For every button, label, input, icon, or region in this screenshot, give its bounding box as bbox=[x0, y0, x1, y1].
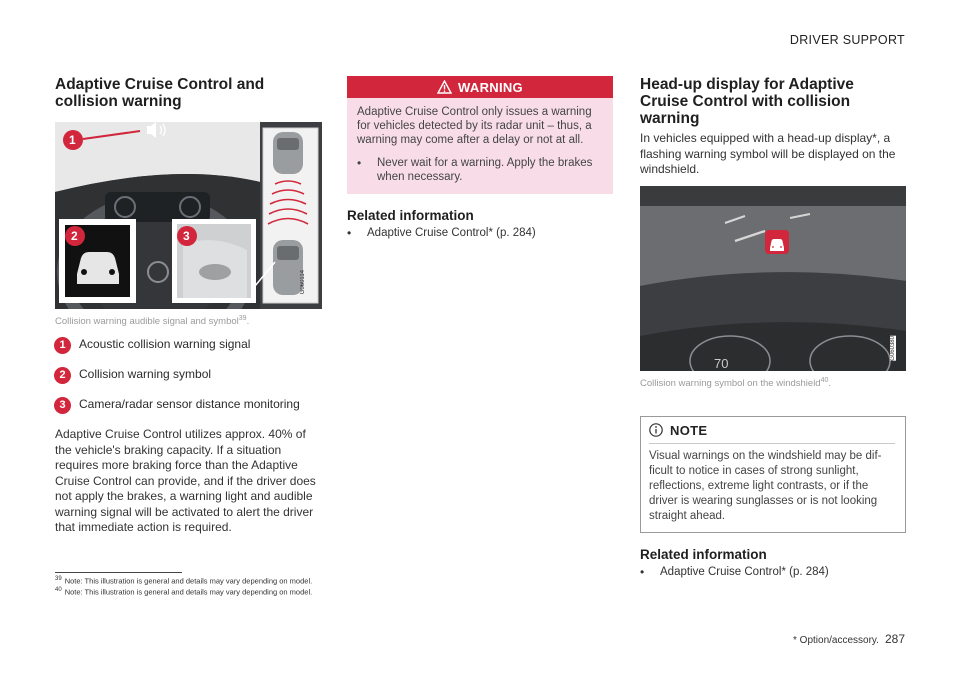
footer-note: * Option/accessory. bbox=[793, 635, 879, 646]
dashboard-illustration bbox=[55, 122, 322, 309]
related-link[interactable] bbox=[640, 565, 906, 579]
note-title: NOTE bbox=[670, 422, 708, 438]
column-3 bbox=[640, 76, 906, 579]
note-header bbox=[649, 423, 895, 444]
warning-box bbox=[347, 76, 613, 194]
page-footer bbox=[793, 632, 905, 646]
footnote-number: 40 bbox=[55, 586, 62, 593]
callout-item bbox=[55, 337, 322, 354]
bullet-icon: • bbox=[347, 226, 352, 240]
callout-item bbox=[55, 397, 322, 414]
info-icon bbox=[649, 423, 663, 437]
callout-text: Acoustic collision warning signal bbox=[79, 337, 251, 352]
body-paragraph: Adaptive Cruise Control utilizes approx. 40% of the vehicle's braking capacity. If a situation requires more braking force than the Adaptive Cruise Control can provide, and if the driver does not apply the brakes, a warning light and audible warning signal will be activated to alert the driver that immediate action is required. bbox=[55, 427, 316, 535]
footnote-text: Note: This illustration is general and details may vary depending on model. bbox=[64, 587, 313, 596]
footnote-text: Note: This illustration is general and details may vary depending on model. bbox=[64, 576, 313, 586]
marker-1: 1 bbox=[69, 133, 76, 147]
warning-triangle-icon bbox=[437, 80, 452, 94]
column-2 bbox=[347, 76, 613, 240]
warning-title: WARNING bbox=[458, 79, 523, 95]
related-link[interactable] bbox=[347, 226, 613, 240]
intro-paragraph: In vehicles equipped with a head-up display*, a flashing warning symbol will be displayed on the windshield. bbox=[640, 131, 896, 176]
caption-text: Collision warning audible signal and symbol bbox=[55, 316, 239, 328]
note-text: Visual warnings on the windshield may be dif-ficult to notice in cases of strong sunlight, reflections, extreme light contrasts, or if the driver is wearing sunglasses or is not looking straight ahead. bbox=[649, 449, 882, 522]
marker-2: 2 bbox=[71, 229, 78, 243]
callout-text: Collision warning symbol bbox=[79, 367, 212, 382]
callout-item bbox=[55, 367, 322, 384]
caption-footnote-ref: 39 bbox=[238, 315, 247, 322]
callout-text: Camera/radar sensor distance monitoring bbox=[79, 397, 300, 412]
section-heading-acc: Adaptive Cruise Control and collision warning bbox=[55, 76, 265, 110]
callout-number: 3 bbox=[54, 397, 71, 414]
warning-text: Adaptive Cruise Control only issues a warning for vehicles detected by its radar unit – thus, a warning may come after a delay or not at all. bbox=[357, 106, 592, 146]
caption-text: Collision warning symbol on the windshield bbox=[640, 377, 821, 389]
figure-code: G060114 bbox=[300, 270, 306, 295]
windshield-illustration bbox=[640, 186, 906, 371]
footnote-40 bbox=[55, 586, 312, 597]
footnote-39 bbox=[55, 575, 312, 586]
collision-warning-illustration bbox=[55, 122, 322, 309]
caption-footnote-ref: 40 bbox=[820, 376, 829, 384]
warning-bullet bbox=[357, 156, 603, 184]
speed-readout: 70 bbox=[714, 355, 729, 371]
related-info-heading: Related information bbox=[347, 208, 474, 223]
figure-code: G060380 bbox=[890, 335, 896, 361]
figure-caption: Collision warning audible signal and symbol$^{39}$. bbox=[55, 315, 250, 328]
hud-windshield-illustration bbox=[640, 186, 906, 371]
related-link-text[interactable]: Adaptive Cruise Control* (p. 284) bbox=[367, 227, 536, 239]
callout-list bbox=[55, 337, 322, 414]
warning-header bbox=[347, 76, 613, 98]
marker-3: 3 bbox=[183, 229, 190, 243]
note-box bbox=[640, 416, 906, 533]
callout-number: 1 bbox=[54, 337, 71, 354]
header-section-title: DRIVER SUPPORT bbox=[789, 33, 905, 47]
footnote-number: 39 bbox=[55, 576, 62, 582]
column-1 bbox=[55, 76, 322, 536]
bullet-icon: • bbox=[640, 564, 645, 579]
section-heading-hud: Head-up display for Adaptive Cruise Control with collision warning bbox=[640, 76, 854, 127]
callout-number: 2 bbox=[54, 367, 71, 384]
figure-caption: Collision warning symbol on the windshield$^{40}$. bbox=[640, 376, 832, 389]
warning-bullet-text: Never wait for a warning. Apply the brakes when necessary. bbox=[377, 157, 593, 183]
warning-body bbox=[347, 98, 613, 194]
footnote-divider bbox=[55, 572, 182, 573]
bullet-icon: • bbox=[357, 156, 362, 170]
page-number: 287 bbox=[884, 632, 905, 646]
related-info-heading: Related information bbox=[640, 546, 767, 562]
related-link-text[interactable]: Adaptive Cruise Control* (p. 284) bbox=[660, 565, 829, 578]
footnotes bbox=[55, 575, 312, 596]
